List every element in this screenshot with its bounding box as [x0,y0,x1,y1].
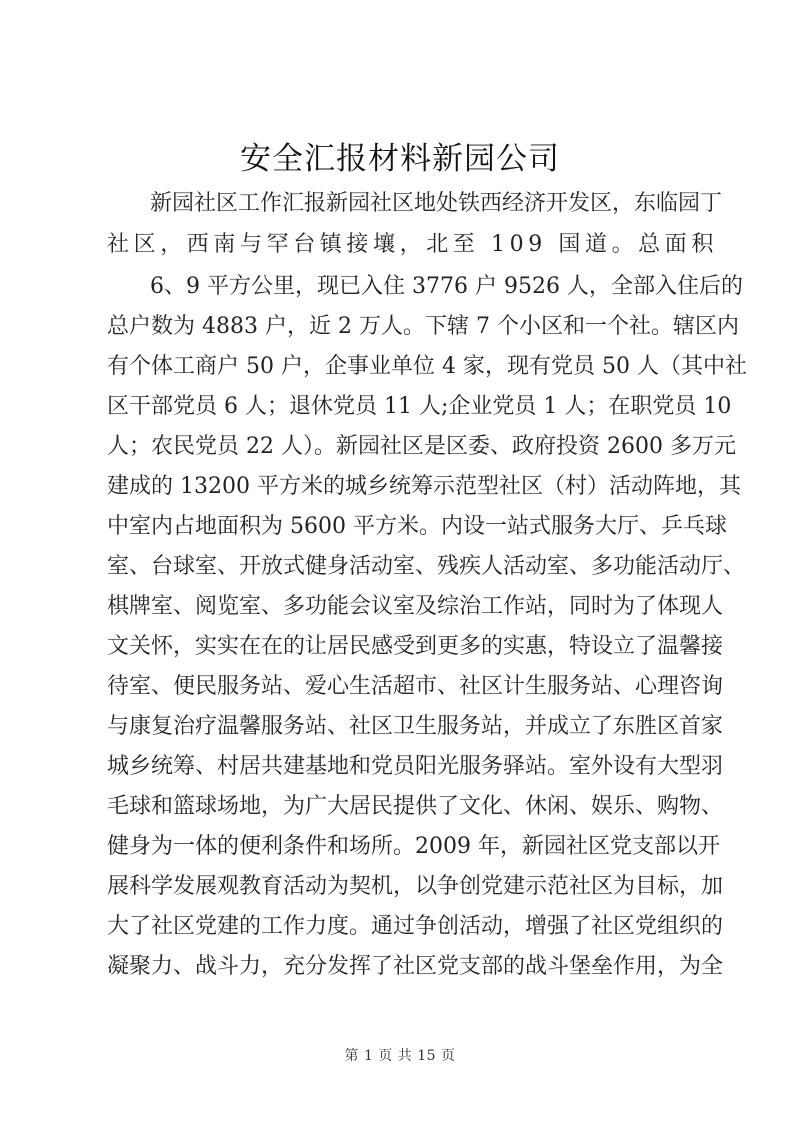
paragraph-line: 中室内占地面积为 5600 平方米。内设一站式服务大厅、乒乓球 [107,514,727,539]
paragraph-line: 文关怀，实实在在的让居民感受到更多的实惠，特设立了温馨接 [107,634,724,659]
paragraph-line: 6、9 平方公里，现已入住 3776 户 9526 人，全部入住后的 [150,274,743,299]
document-title: 安全汇报材料新园公司 [240,141,560,177]
paragraph-line: 人；农民党员 22 人）。新园社区是区委、政府投资 2600 多万元 [107,434,736,459]
paragraph-line: 棋牌室、阅览室、多功能会议室及综治工作站，同时为了体现人 [107,594,724,619]
paragraph-line: 区干部党员 6 人；退休党员 11 人;企业党员 1 人；在职党员 10 [107,394,732,419]
paragraph-line: 城乡统筹、村居共建基地和党员阳光服务驿站。室外设有大型羽 [107,754,724,779]
paragraph-line: 毛球和篮球场地，为广大居民提供了文化、休闲、娱乐、购物、 [107,794,724,819]
paragraph-line: 凝聚力、战斗力，充分发挥了社区党支部的战斗堡垒作用，为全 [107,954,724,979]
paragraph-line: 社区，西南与罕台镇接壤，北至 109 国道。总面积 [107,232,718,257]
paragraph-line: 有个体工商户 50 户，企事业单位 4 家，现有党员 50 人（其中社 [107,354,747,379]
paragraph-line: 总户数为 4883 户，近 2 万人。下辖 7 个小区和一个社。辖区内 [107,314,739,339]
paragraph-line: 健身为一体的便利条件和场所。2009 年，新园社区党支部以开 [107,834,720,859]
paragraph-line: 大了社区党建的工作力度。通过争创活动，增强了社区党组织的 [107,914,724,939]
paragraph-line: 建成的 13200 平方米的城乡统筹示范型社区（村）活动阵地，其 [107,474,741,499]
paragraph-line: 室、台球室、开放式健身活动室、残疾人活动室、多功能活动厅、 [107,554,746,579]
paragraph-line: 与康复治疗温馨服务站、社区卫生服务站，并成立了东胜区首家 [107,714,724,739]
page-number-footer: 第 1 页 共 15 页 [344,1048,456,1064]
paragraph-line: 展科学发展观教育活动为契机，以争创党建示范社区为目标，加 [107,874,724,899]
paragraph-line: 待室、便民服务站、爱心生活超市、社区计生服务站、心理咨询 [107,674,724,699]
paragraph-line: 新园社区工作汇报新园社区地处铁西经济开发区，东临园丁 [150,191,723,216]
